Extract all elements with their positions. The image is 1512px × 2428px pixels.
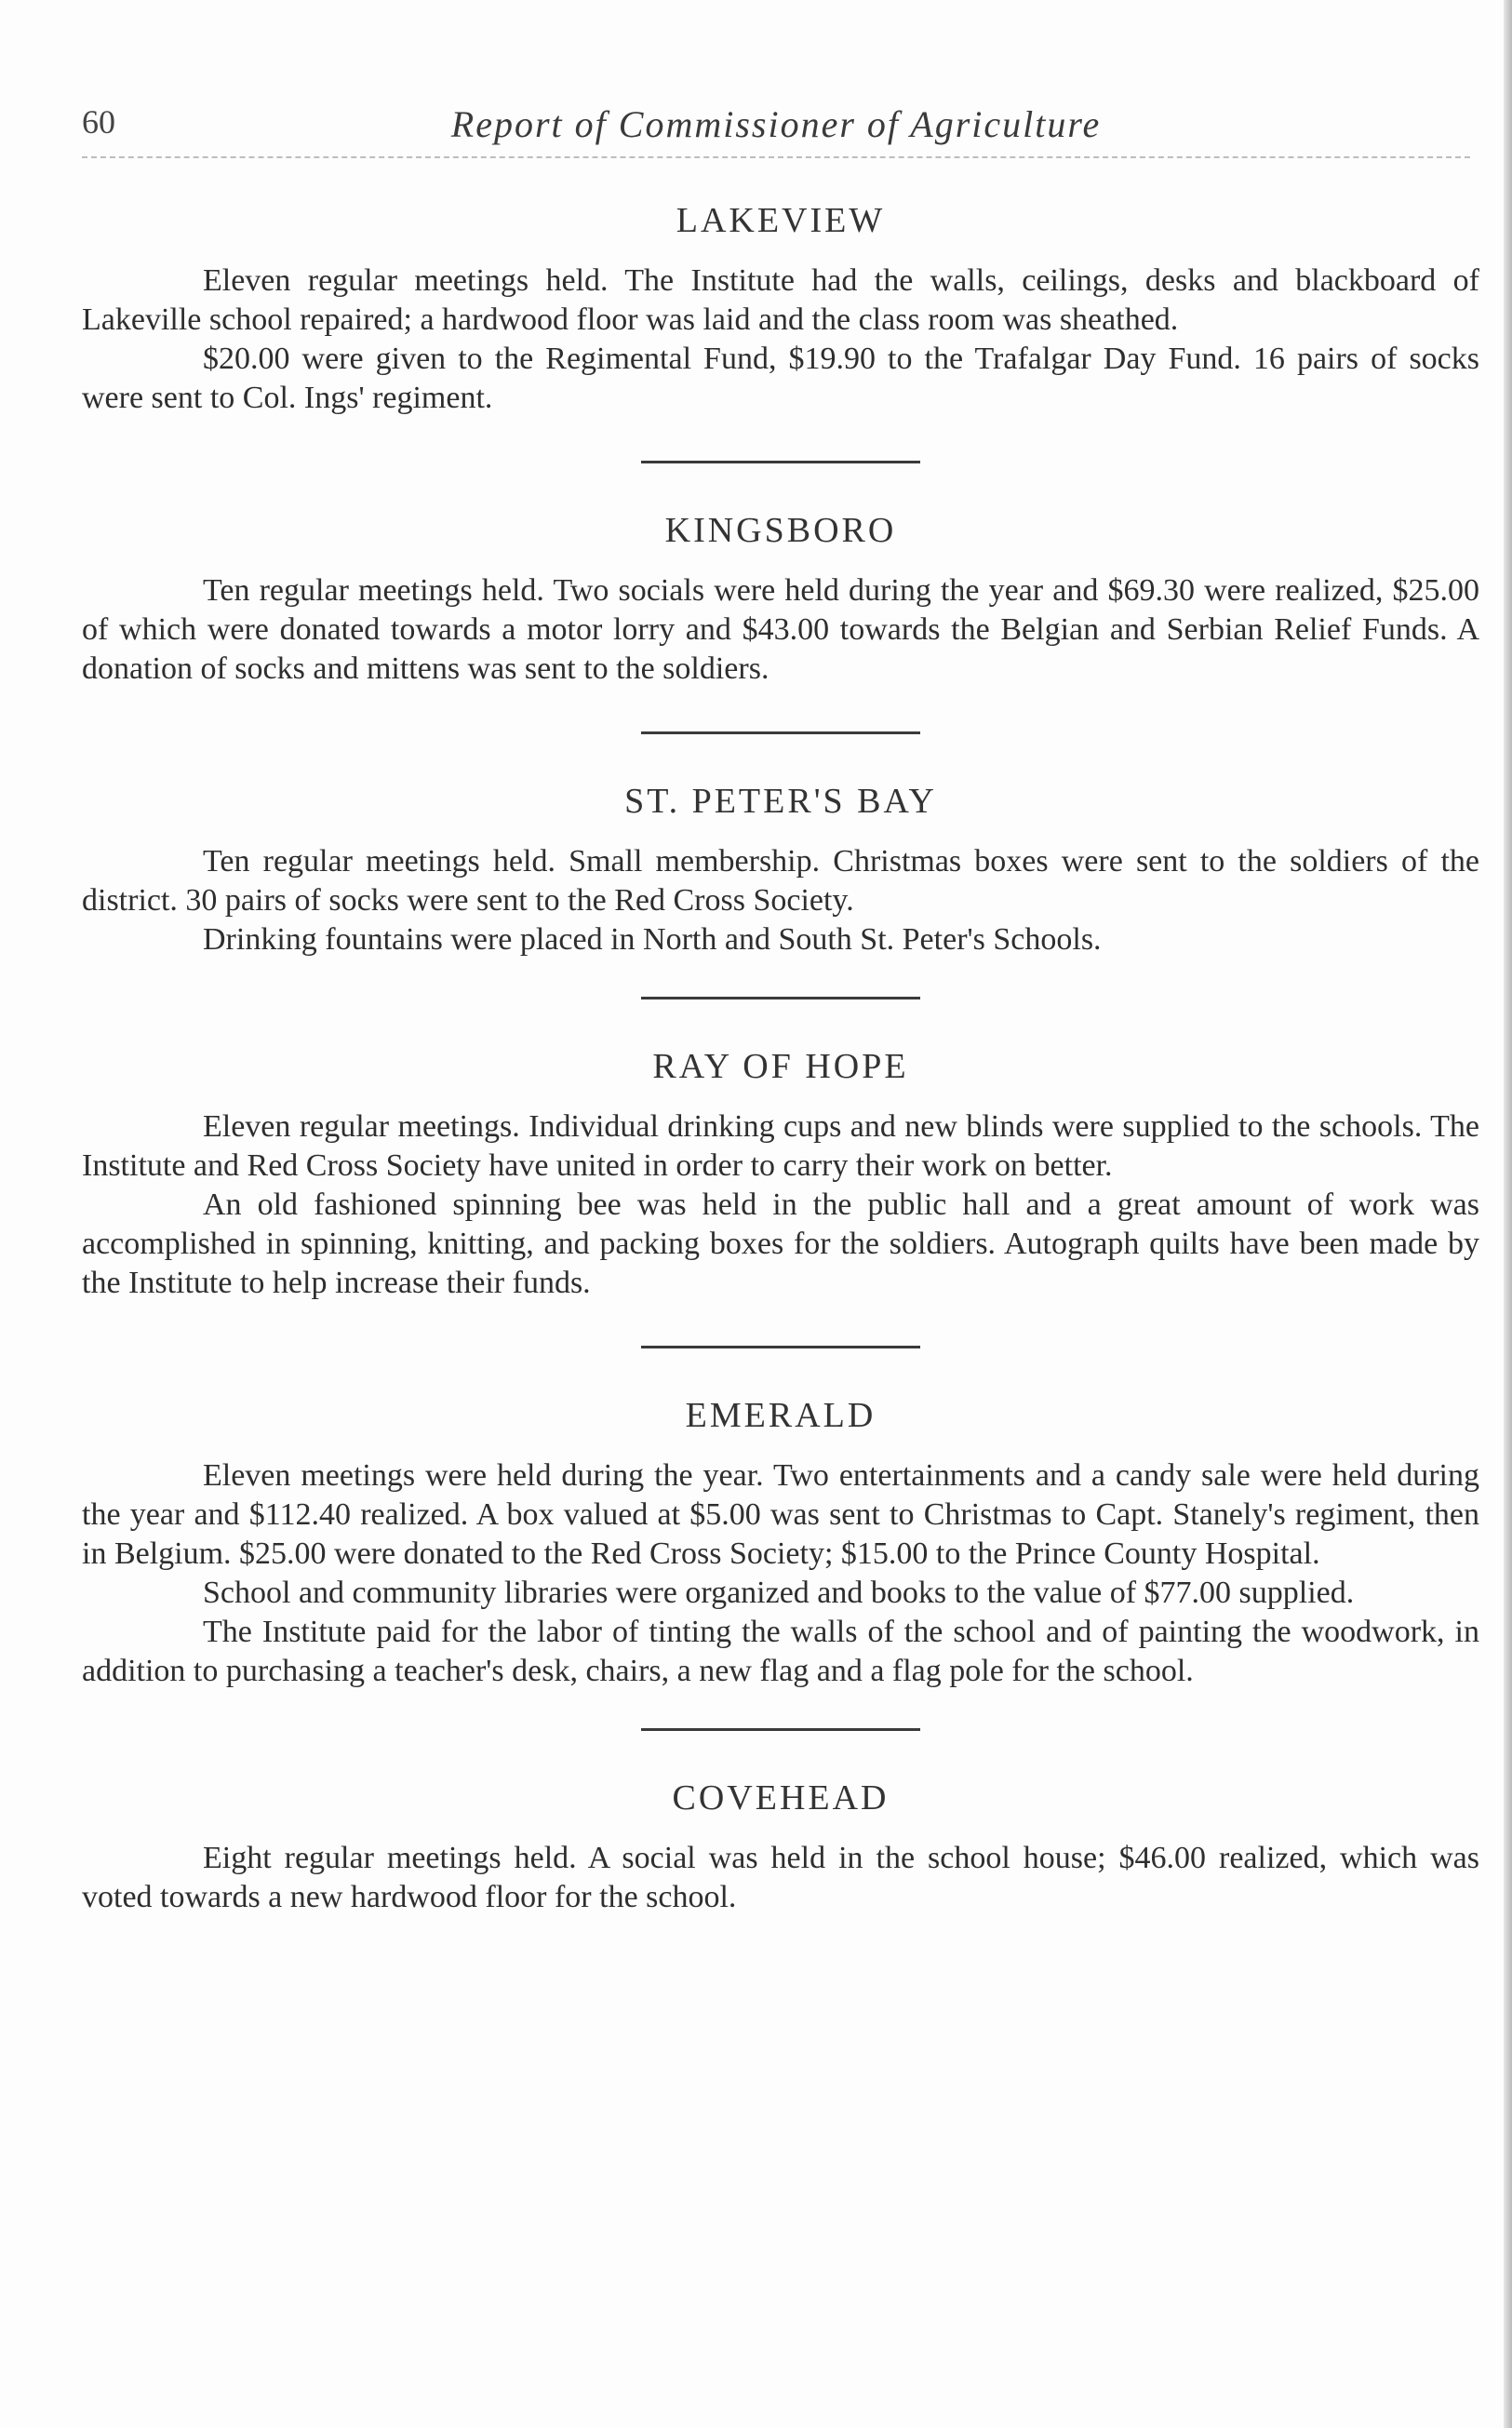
section-kingsboro [82,510,1479,689]
paragraph: An old fashioned spinning bee was held in the public hall and a great amount of work was accomplished in spinning, knitting, and packing boxes for the soldiers. Autograph quilts have been made by the Institute to help increase their funds. [82,1187,1479,1300]
scan-edge [1504,0,1512,2428]
section-divider [641,1728,920,1731]
section-title: EMERALD [685,1396,876,1435]
paragraph: Ten regular meetings held. Two socials were held during the year and $69.30 were realized, $25.00 of which were donated towards a motor lorry and $43.00 towards the Belgian and Serbian Relief Funds. A donation of socks and mittens was sent to the soldiers. [82,573,1479,686]
header-rule [82,156,1470,158]
section-divider [641,997,920,999]
paragraph: The Institute paid for the labor of tinting the walls of the school and of painting the woodwork, in addition to purchasing a teacher's desk, chairs, a new flag and a flag pole for the school. [82,1615,1479,1688]
paragraph: Eleven meetings were held during the year. Two entertainments and a candy sale were held during the year and $112.40 realized. A box valued at $5.00 was sent to Christmas to Capt. Stanely's regiment, then in Belgium. $25.00 were donated to the Red Cross Society; $15.00 to the Prince County Hospital. [82,1458,1479,1571]
page-content [82,200,1479,1917]
section-title: ST. PETER'S BAY [624,782,937,821]
section-divider [641,731,920,734]
section-divider [641,461,920,463]
running-title: Report of Commissioner of Agriculture [450,103,1102,145]
section-title: RAY OF HOPE [652,1047,909,1086]
section-ray-of-hope [82,1046,1479,1303]
section-divider [641,1346,920,1348]
page-header [82,102,1470,158]
paragraph: Eleven regular meetings. Individual drinking cups and new blinds were supplied to the schools. The Institute and Red Cross Society have united in order to carry their work on better. [82,1109,1479,1183]
section-st-peters-bay [82,781,1479,959]
paragraph: Eleven regular meetings held. The Institute had the walls, ceilings, desks and blackboard of Lakeville school repaired; a hardwood floor was laid and the class room was sheathed. [82,263,1479,337]
section-title: LAKEVIEW [676,201,886,240]
section-title: COVEHEAD [672,1778,890,1818]
paragraph: Drinking fountains were placed in North and South St. Peter's Schools. [203,922,1102,957]
paragraph: $20.00 were given to the Regimental Fund, $19.90 to the Trafalgar Day Fund. 16 pairs of socks were sent to Col. Ings' regiment. [82,342,1479,415]
page-number: 60 [82,103,115,141]
section-title: KINGSBORO [664,511,897,550]
paragraph: School and community libraries were organized and books to the value of $77.00 supplied. [203,1576,1355,1610]
section-covehead [82,1777,1479,1917]
paragraph: Eight regular meetings held. A social was held in the school house; $46.00 realized, which was voted towards a new hardwood floor for the school. [82,1841,1479,1914]
section-lakeview [82,200,1479,418]
paragraph: Ten regular meetings held. Small membership. Christmas boxes were sent to the soldiers of the district. 30 pairs of socks were sent to the Red Cross Society. [82,844,1479,918]
section-emerald [82,1395,1479,1691]
